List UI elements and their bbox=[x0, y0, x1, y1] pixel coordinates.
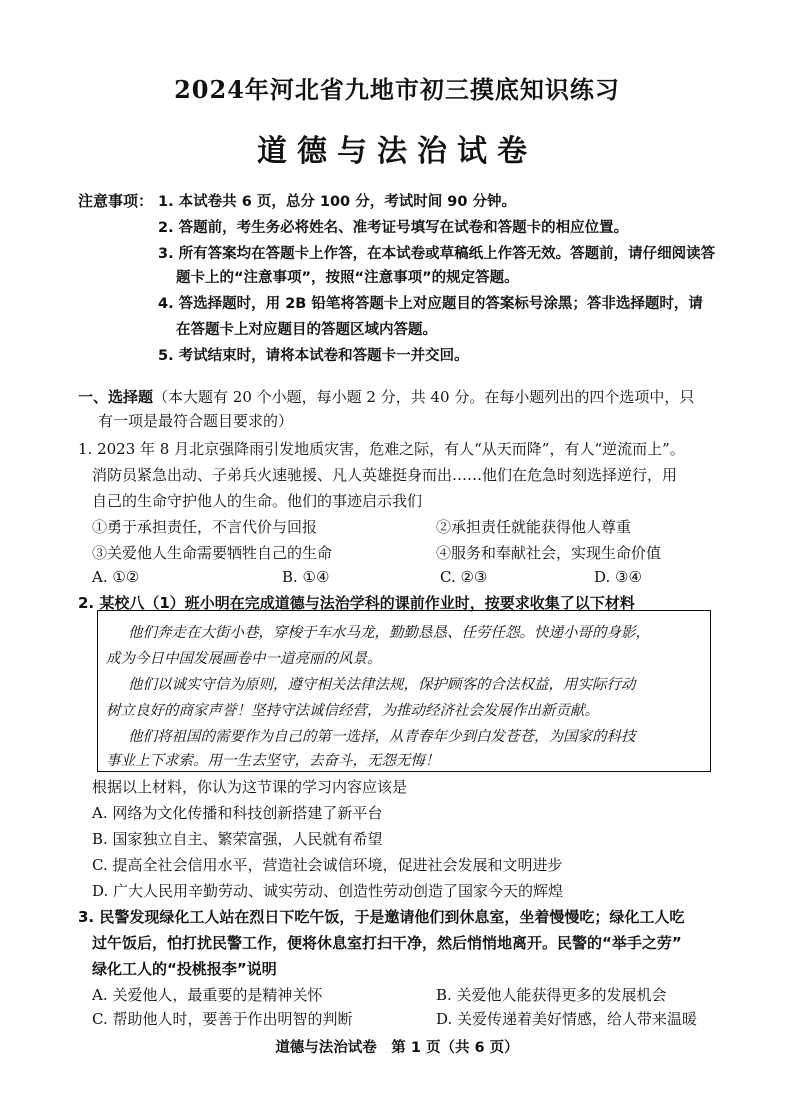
q3-option-d: D. 关爱传递着美好情感，给人带来温暖 bbox=[436, 1010, 698, 1028]
q3-stem: 3. 民警发现绿化工人站在烈日下吃午饭，于是邀请他们到休息室，坐着慢慢吃；绿化工人吃 bbox=[78, 908, 685, 926]
material-line: 成为今日中国发展画卷中一道亮丽的风景。 bbox=[106, 651, 382, 667]
notice-item: 在答题卡上对应题目的答题区域内答题。 bbox=[176, 322, 437, 338]
material-line: 他们以诚实守信为原则，遵守相关法律法规，保护顾客的合法权益，用实际行动 bbox=[128, 677, 636, 693]
notice-item: 题卡上的“注意事项”，按照“注意事项”的规定答题。 bbox=[176, 270, 519, 286]
notice-item: 1. 本试卷共 6 页，总分 100 分，考试时间 90 分钟。 bbox=[158, 194, 516, 210]
section-heading: 一、选择题 bbox=[78, 388, 154, 406]
section-desc-2: 有一项是最符合题目要求的） bbox=[98, 412, 294, 430]
material-line: 树立良好的商家声誉！坚持守法诚信经营，为推动经济社会发展作出新贡献。 bbox=[106, 703, 599, 719]
q2-option-c: C. 提高全社会信用水平，营造社会诚信环境，促进社会发展和文明进步 bbox=[92, 856, 563, 874]
q3-stem: 绿化工人的“投桃报李”说明 bbox=[92, 960, 277, 978]
q1-stem: 1. 2023 年 8 月北京强降雨引发地质灾害，危难之际，有人“从天而降”，有人“逆流而上”。 bbox=[78, 440, 685, 458]
q1-statement: ④服务和奉献社会，实现生命价值 bbox=[436, 544, 662, 562]
notice-item: 5. 考试结束时，请将本试卷和答题卡一并交回。 bbox=[158, 348, 469, 364]
subject-title: 道德与法治试卷 bbox=[257, 134, 537, 169]
q1-option-a: A. ①② bbox=[92, 568, 140, 586]
material-line: 他们奔走在大街小巷，穿梭于车水马龙，勤勤恳恳、任劳任怨。快递小哥的身影， bbox=[128, 625, 650, 641]
section-desc: （本大题有 20 个小题，每小题 2 分，共 40 分。在每小题列出的四个选项中，只 bbox=[153, 388, 695, 406]
q3-option-a: A. 关爱他人，最重要的是精神关怀 bbox=[92, 986, 323, 1004]
q2-stem: 2. 某校八（1）班小明在完成道德与法治学科的课前作业时，按要求收集了以下材料 bbox=[78, 594, 635, 612]
material-line: 他们将祖国的需要作为自己的第一选择，从青春年少到白发苍苍，为国家的科技 bbox=[128, 729, 636, 745]
q2-option-a: A. 网络为文化传播和科技创新搭建了新平台 bbox=[92, 804, 383, 822]
q3-stem: 过午饭后，怕打扰民警工作，便将休息室打扫干净，然后悄悄地离开。民警的“举手之劳” bbox=[92, 934, 682, 952]
page-footer: 道德与法治试卷 第 1 页（共 6 页） bbox=[275, 1040, 519, 1056]
notice-item: 2. 答题前，考生务必将姓名、准考证号填写在试卷和答题卡的相应位置。 bbox=[158, 220, 629, 236]
q2-option-b: B. 国家独立自主、繁荣富强，人民就有希望 bbox=[92, 830, 383, 848]
q1-stem: 自己的生命守护他人的生命。他们的事迹启示我们 bbox=[92, 492, 423, 510]
material-line: 事业上下求索。用一生去坚守，去奋斗，无怨无悔！ bbox=[106, 753, 440, 769]
q2-question: 根据以上材料，你认为这节课的学习内容应该是 bbox=[92, 778, 408, 796]
q1-statement: ①勇于承担责任，不言代价与回报 bbox=[92, 518, 318, 536]
notice-label: 注意事项： bbox=[78, 192, 154, 210]
q3-option-b: B. 关爱他人能获得更多的发展机会 bbox=[436, 986, 667, 1004]
q2-option-d: D. 广大人民用辛勤劳动、诚实劳动、创造性劳动创造了国家今天的辉煌 bbox=[92, 882, 564, 900]
section-heading-line bbox=[78, 386, 694, 407]
exam-title: 2024年河北省九地市初三摸底知识练习 bbox=[174, 75, 620, 104]
q3-option-c: C. 帮助他人时，要善于作出明智的判断 bbox=[92, 1010, 353, 1028]
q1-option-d: D. ③④ bbox=[594, 568, 642, 586]
notice-item: 4. 答选择题时，用 2B 铅笔将答题卡上对应题目的答案标号涂黑；答非选择题时，请 bbox=[158, 296, 703, 312]
material-box bbox=[97, 610, 711, 772]
q1-stem: 消防员紧急出动、子弟兵火速驰援、凡人英雄挺身而出……他们在危急时刻选择逆行，用 bbox=[92, 466, 678, 484]
q1-statement: ③关爱他人生命需要牺牲自己的生命 bbox=[92, 544, 333, 562]
q1-option-c: C. ②③ bbox=[440, 568, 488, 586]
q1-option-b: B. ①④ bbox=[282, 568, 330, 586]
notice-item: 3. 所有答案均在答题卡上作答，在本试卷或草稿纸上作答无效。答题前，请仔细阅读答 bbox=[158, 246, 716, 262]
q1-statement: ②承担责任就能获得他人尊重 bbox=[436, 518, 632, 536]
